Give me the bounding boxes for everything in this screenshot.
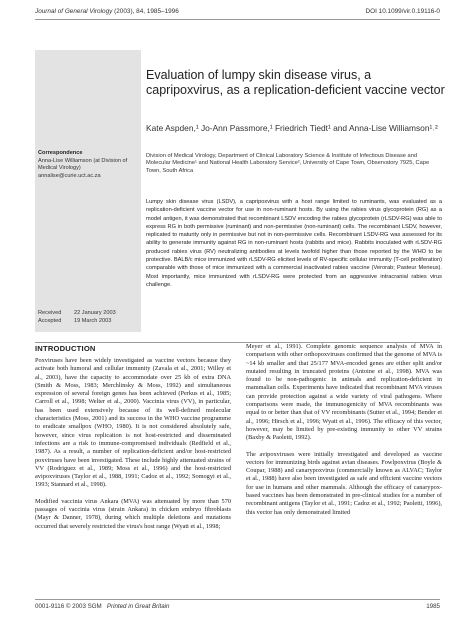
correspondence-block <box>38 150 138 180</box>
footer-issn: 0001-9116 © 2003 SGM <box>35 603 102 610</box>
header-rule <box>35 19 440 20</box>
received-label: Received <box>38 310 62 316</box>
sidebar-panel <box>35 50 141 332</box>
dates-block <box>38 309 140 326</box>
body-column-right <box>246 343 442 525</box>
body-column-left <box>35 357 231 539</box>
article-authors: Kate Aspden,¹ Jo-Ann Passmore,¹ Friedrich Tiedt¹ and Anna-Lise Williamson¹˒² <box>146 123 438 133</box>
article-abstract: Lumpy skin disease virus (LSDV), a capripoxvirus with a host range limited to ruminants, was evaluated as a replication-deficient vaccine vector for use in non-ruminant hosts. By using the rabies virus glycoprotein (RG) as a model antigen, it was demonstrated that recombinant LSDV encoding the rabies glycoprotein (rLSDV-RG) was able to express RG in both permissive (ruminant) and non-permissive (non-ruminant) cells. The recombinant LSDV, however, replicated to maturity only in permissive but not in non-permissive cells. Recombinant LSDV-RG was assessed for its ability to generate immunity against RG in non-ruminant hosts (rabbits and mice). Rabbits inoculated with rLSDV-RG produced rabies virus (RV) neutralizing antibodies at levels twofold higher than those reported by the WHO to be protective. BALB/c mice immunized with rLSDV-RG elicited levels of RV-specific cellular immunity (T-cell proliferation) comparable with those of mice immunized with a commercial inactivated rabies vaccine (Verorab; Pasteur Merieux). Most importantly, mice immunized with rLSDV-RG were protected from an aggressive intracranial rabies virus challenge. <box>146 199 442 288</box>
correspondence-email[interactable]: annalise@curie.uct.ac.za <box>38 172 101 179</box>
accepted-date: 19 March 2003 <box>74 318 112 325</box>
received-date: 22 January 2003 <box>74 310 116 316</box>
correspondence-name: Anna-Lise Williamson (at Division of Medical Virology) <box>38 157 128 172</box>
introduction-heading: INTRODUCTION <box>35 344 96 353</box>
accepted-label: Accepted <box>38 318 62 325</box>
doi[interactable]: DOI 10.1099/vir.0.19116-0 <box>365 8 440 15</box>
correspondence-label: Correspondence <box>38 150 83 156</box>
accepted-row <box>38 317 140 325</box>
paragraph: Modified vaccinia virus Ankara (MVA) was attenuated by more than 570 passages of vaccinia virus (strain Ankara) in chicken embryo fibroblasts (Mayr & Danner, 1978), during which multiple deletions and mutations occurred that severely restricted the virus's host range (Wyatt et al., 1998; <box>35 497 231 530</box>
journal-citation: (2003), 84, 1985–1996 <box>114 8 179 15</box>
footer-printed: Printed in Great Britain <box>106 603 170 610</box>
paragraph: Meyer et al., 1991). Complete genomic sequence analysis of MVA in comparison with other orthopoxviruses confirmed that the genome of MVA is ~14 kb smaller and that 25/177 MVA-encoded genes are either split and/or mutated resulting in truncated proteins (Antoine et al., 1998). MVA was found to be non-pathogenic in animals and replication-deficient in mammalian cells. Experiments have indicated that recombinant MVA viruses can provide protection against a wide variety of viral pathogens. Where comparisons were made, the immunogenicity of MVA recombinants was equal to or better than that of VV recombinants (Sutter et al., 1994; Bender et al., 1996; Hirsch et al., 1996; Wyatt et al., 1996). The efficacy of this vector, however, may be limited by pre-existing immunity to other VV strains (Baxby & Paoletti, 1992). <box>246 343 442 442</box>
footer-rule <box>35 599 440 600</box>
article-affiliations: Division of Medical Virology, Department of Clinical Laboratory Science & Institute of Infectious Disease and Molecular Medicine¹ and National Health Laboratory Service², University of Cape Town, Observatory 7925, Cape Town, South Africa <box>146 153 430 174</box>
paragraph: The avipoxviruses were initially investigated and developed as vaccine vectors for immunizing birds against avian diseases. Fowlpoxvirus (Boyle & Coupar, 1988) and canarypoxvirus (commercially known as ALVAC; Taylor et al., 1988) have also been investigated as safe and efficient vaccine vectors for use in humans and other mammals. Although the efficacy of canarypox-based vaccines has been demonstrated in pre-clinical studies for a number of recombinant antigens (Taylor et al., 1991; Cadoz et al., 1992; Paoletti, 1996), this vector has only demonstrated limited <box>246 450 442 516</box>
journal-name: Journal of General Virology <box>35 8 113 15</box>
received-row <box>38 309 140 317</box>
article-title: Evaluation of lumpy skin disease virus, a capripoxvirus, as a replication-deficient vaccine vector <box>146 68 445 97</box>
footer-left <box>35 603 169 610</box>
page-number: 1985 <box>426 603 440 610</box>
paragraph: Poxviruses have been widely investigated as vaccine vectors because they activate both humoral and cellular immunity (Zavala et al., 2001; Willey et al., 2003), have the capacity to accommodate over 25 kb of extra DNA (Smith & Moss, 1983; Merchlinsky & Moss, 1992) and simultaneous expression of several foreign genes has been achieved (Perkus et al., 1985; Carroll et al., 1998; Welter et al., 2000). Vaccinia virus (VV), in particular, has been used extensively because of its well-defined molecular characteristics (Moss, 2001) and its success in the WHO vaccine programme to eradicate smallpox (WHO, 1980). It is not considered absolutely safe, however, since virus replication is not host-restricted and disseminated infections are a risk to immune-compromised individuals (Redfield et al., 1987). As a result, a number of replication-deficient and/or host-restricted poxviruses have been investigated. These include highly attenuated strains of VV (Rodriguez et al., 1989; Moss et al., 1996) and the host-restricted avipoxviruses (Taylor et al., 1988, 1991; Cadoz et al., 1992; Somogyi et al., 1993; Stannard et al., 1998). <box>35 357 231 489</box>
running-header <box>35 8 179 15</box>
